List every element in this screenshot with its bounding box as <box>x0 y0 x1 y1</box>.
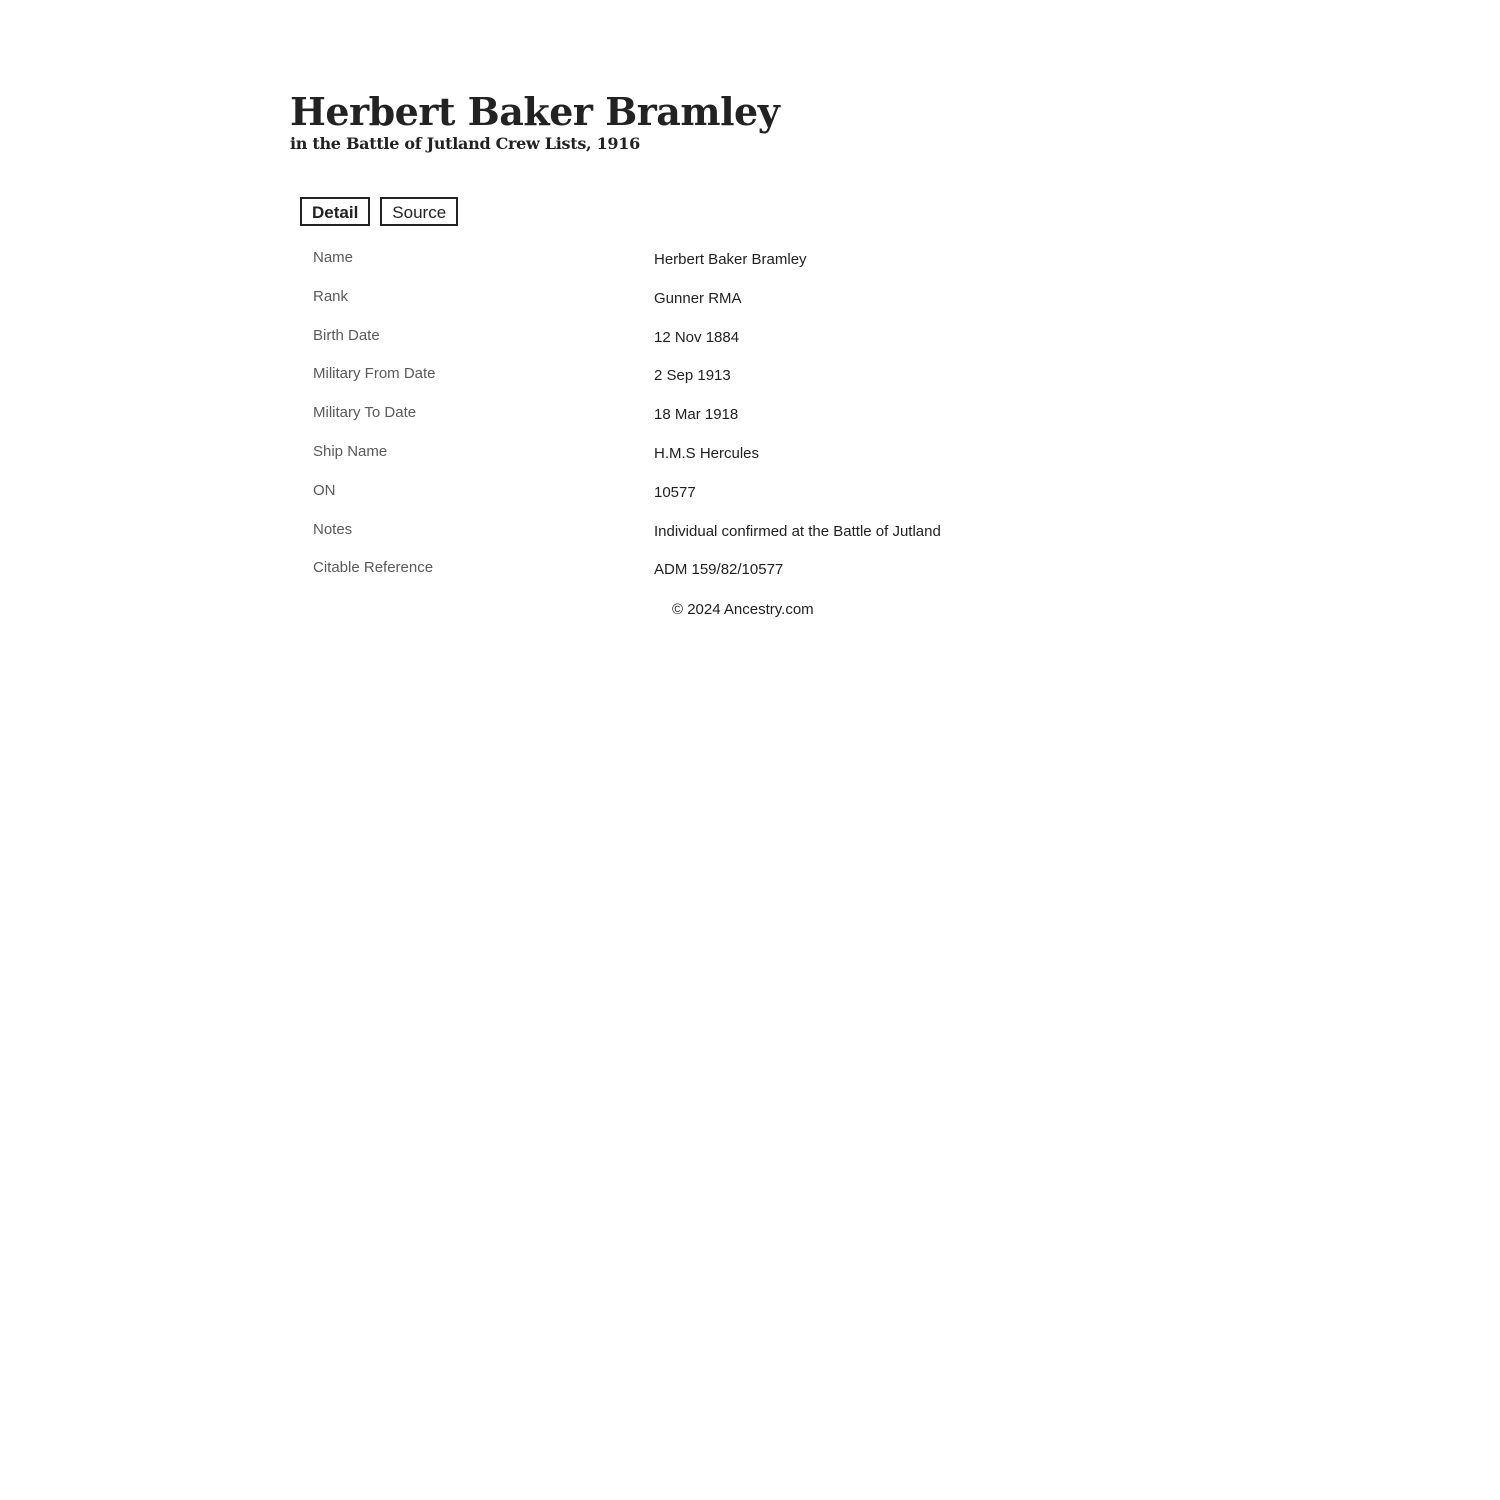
field-label: Name <box>313 249 354 266</box>
field-row-on <box>313 480 1213 519</box>
field-row-rank <box>313 286 1213 325</box>
field-label: Military To Date <box>313 404 417 422</box>
field-value: ADM 159/82/10577 <box>654 561 784 579</box>
record-fields <box>313 247 1213 596</box>
field-row-ship-name <box>313 441 1213 480</box>
tab-source[interactable]: Source <box>380 197 458 226</box>
copyright-footer: © 2024 Ancestry.com <box>672 601 814 618</box>
field-label: Ship Name <box>313 442 388 460</box>
field-value: Gunner RMA <box>654 289 742 307</box>
field-label: Birth Date <box>313 326 380 344</box>
field-row-notes <box>313 519 1213 558</box>
field-value: 18 Mar 1918 <box>654 406 739 424</box>
field-value: Herbert Baker Bramley <box>654 251 807 268</box>
tab-detail[interactable]: Detail <box>300 197 370 226</box>
field-label: Citable Reference <box>313 559 434 577</box>
field-row-name <box>313 247 1213 286</box>
field-label: ON <box>313 481 336 499</box>
record-subtitle: in the Battle of Jutland Crew Lists, 1916 <box>290 134 640 153</box>
field-value: 10577 <box>654 483 696 501</box>
field-label: Notes <box>313 520 353 538</box>
field-label: Military From Date <box>313 365 436 383</box>
field-value: 2 Sep 1913 <box>654 367 731 385</box>
field-value: H.M.S Hercules <box>654 444 760 462</box>
field-value: Individual confirmed at the Battle of Jutland <box>654 522 941 540</box>
field-row-birth-date <box>313 325 1213 364</box>
field-row-military-to-date <box>313 402 1213 441</box>
field-value: 12 Nov 1884 <box>654 328 740 346</box>
field-label: Rank <box>313 287 349 305</box>
record-header <box>290 90 779 154</box>
field-row-military-from-date <box>313 363 1213 402</box>
record-title: Herbert Baker Bramley <box>290 89 780 134</box>
field-row-citable-reference <box>313 557 1213 596</box>
tab-bar <box>300 197 458 226</box>
